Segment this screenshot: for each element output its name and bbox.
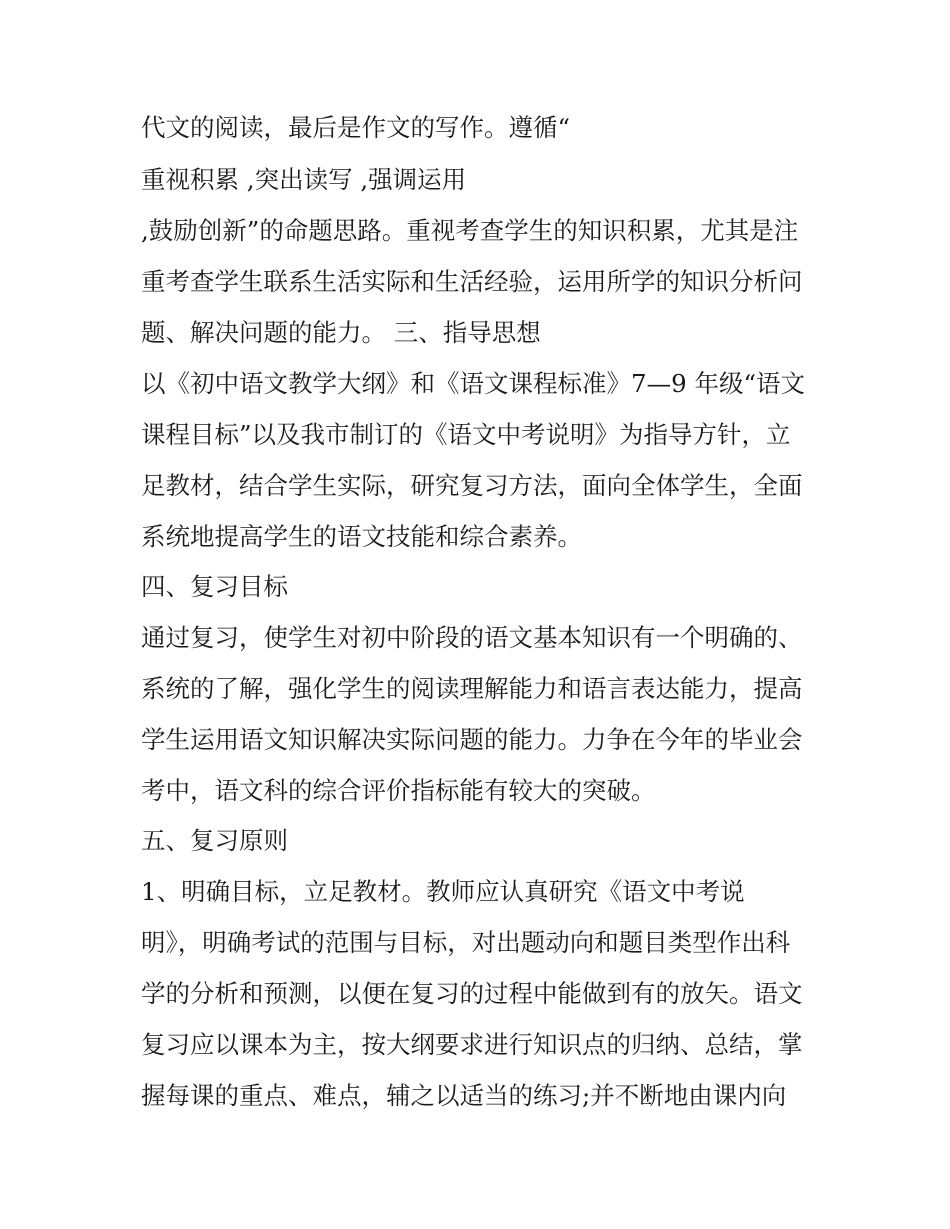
text-line: 复习应以课本为主，按大纲要求进行知识点的归纳、总结，掌 [141,1030,803,1059]
text-line: 代文的阅读，最后是作文的写作。遵循“ [141,113,571,142]
text-line: 系统地提高学生的语文技能和综合素养。 [141,522,582,551]
text-line: 足教材，结合学生实际，研究复习方法，面向全体学生，全面 [141,471,803,500]
text-line: 题、解决问题的能力。 三、指导思想 [141,318,541,347]
text-line: 重视积累 ,突出读写 ,强调运用 [141,165,467,194]
text-line: 考中，语文科的综合评价指标能有较大的突破。 [141,776,656,805]
section-heading: 五、复习原则 [141,826,288,855]
text-line: 通过复习，使学生对初中阶段的语文基本知识有一个明确的、 [141,623,803,652]
text-line: 握每课的重点、难点，辅之以适当的练习;并不断地由课内向 [141,1081,787,1110]
text-line: 课程目标”以及我市制订的《语文中考说明》为指导方针，立 [141,420,791,449]
text-line: 学生运用语文知识解决实际问题的能力。力争在今年的毕业会 [141,725,803,754]
text-line: 以《初中语文教学大纲》和《语文课程标准》7—9 年级“语文 [141,369,805,398]
text-line: 学的分析和预测，以便在复习的过程中能做到有的放矢。语文 [141,979,803,1008]
section-heading: 四、复习目标 [141,572,288,601]
text-line: ,鼓励创新”的命题思路。重视考查学生的知识积累，尤其是注 [141,216,799,245]
text-line: 明》，明确考试的范围与目标，对出题动向和题目类型作出科 [141,928,791,957]
text-line: 系统的了解，强化学生的阅读理解能力和语言表达能力，提高 [141,674,803,703]
text-line: 重考查学生联系生活实际和生活经验，运用所学的知识分析问 [141,267,803,296]
text-line: 1、明确目标，立足教材。教师应认真研究《语文中考说 [141,877,745,906]
